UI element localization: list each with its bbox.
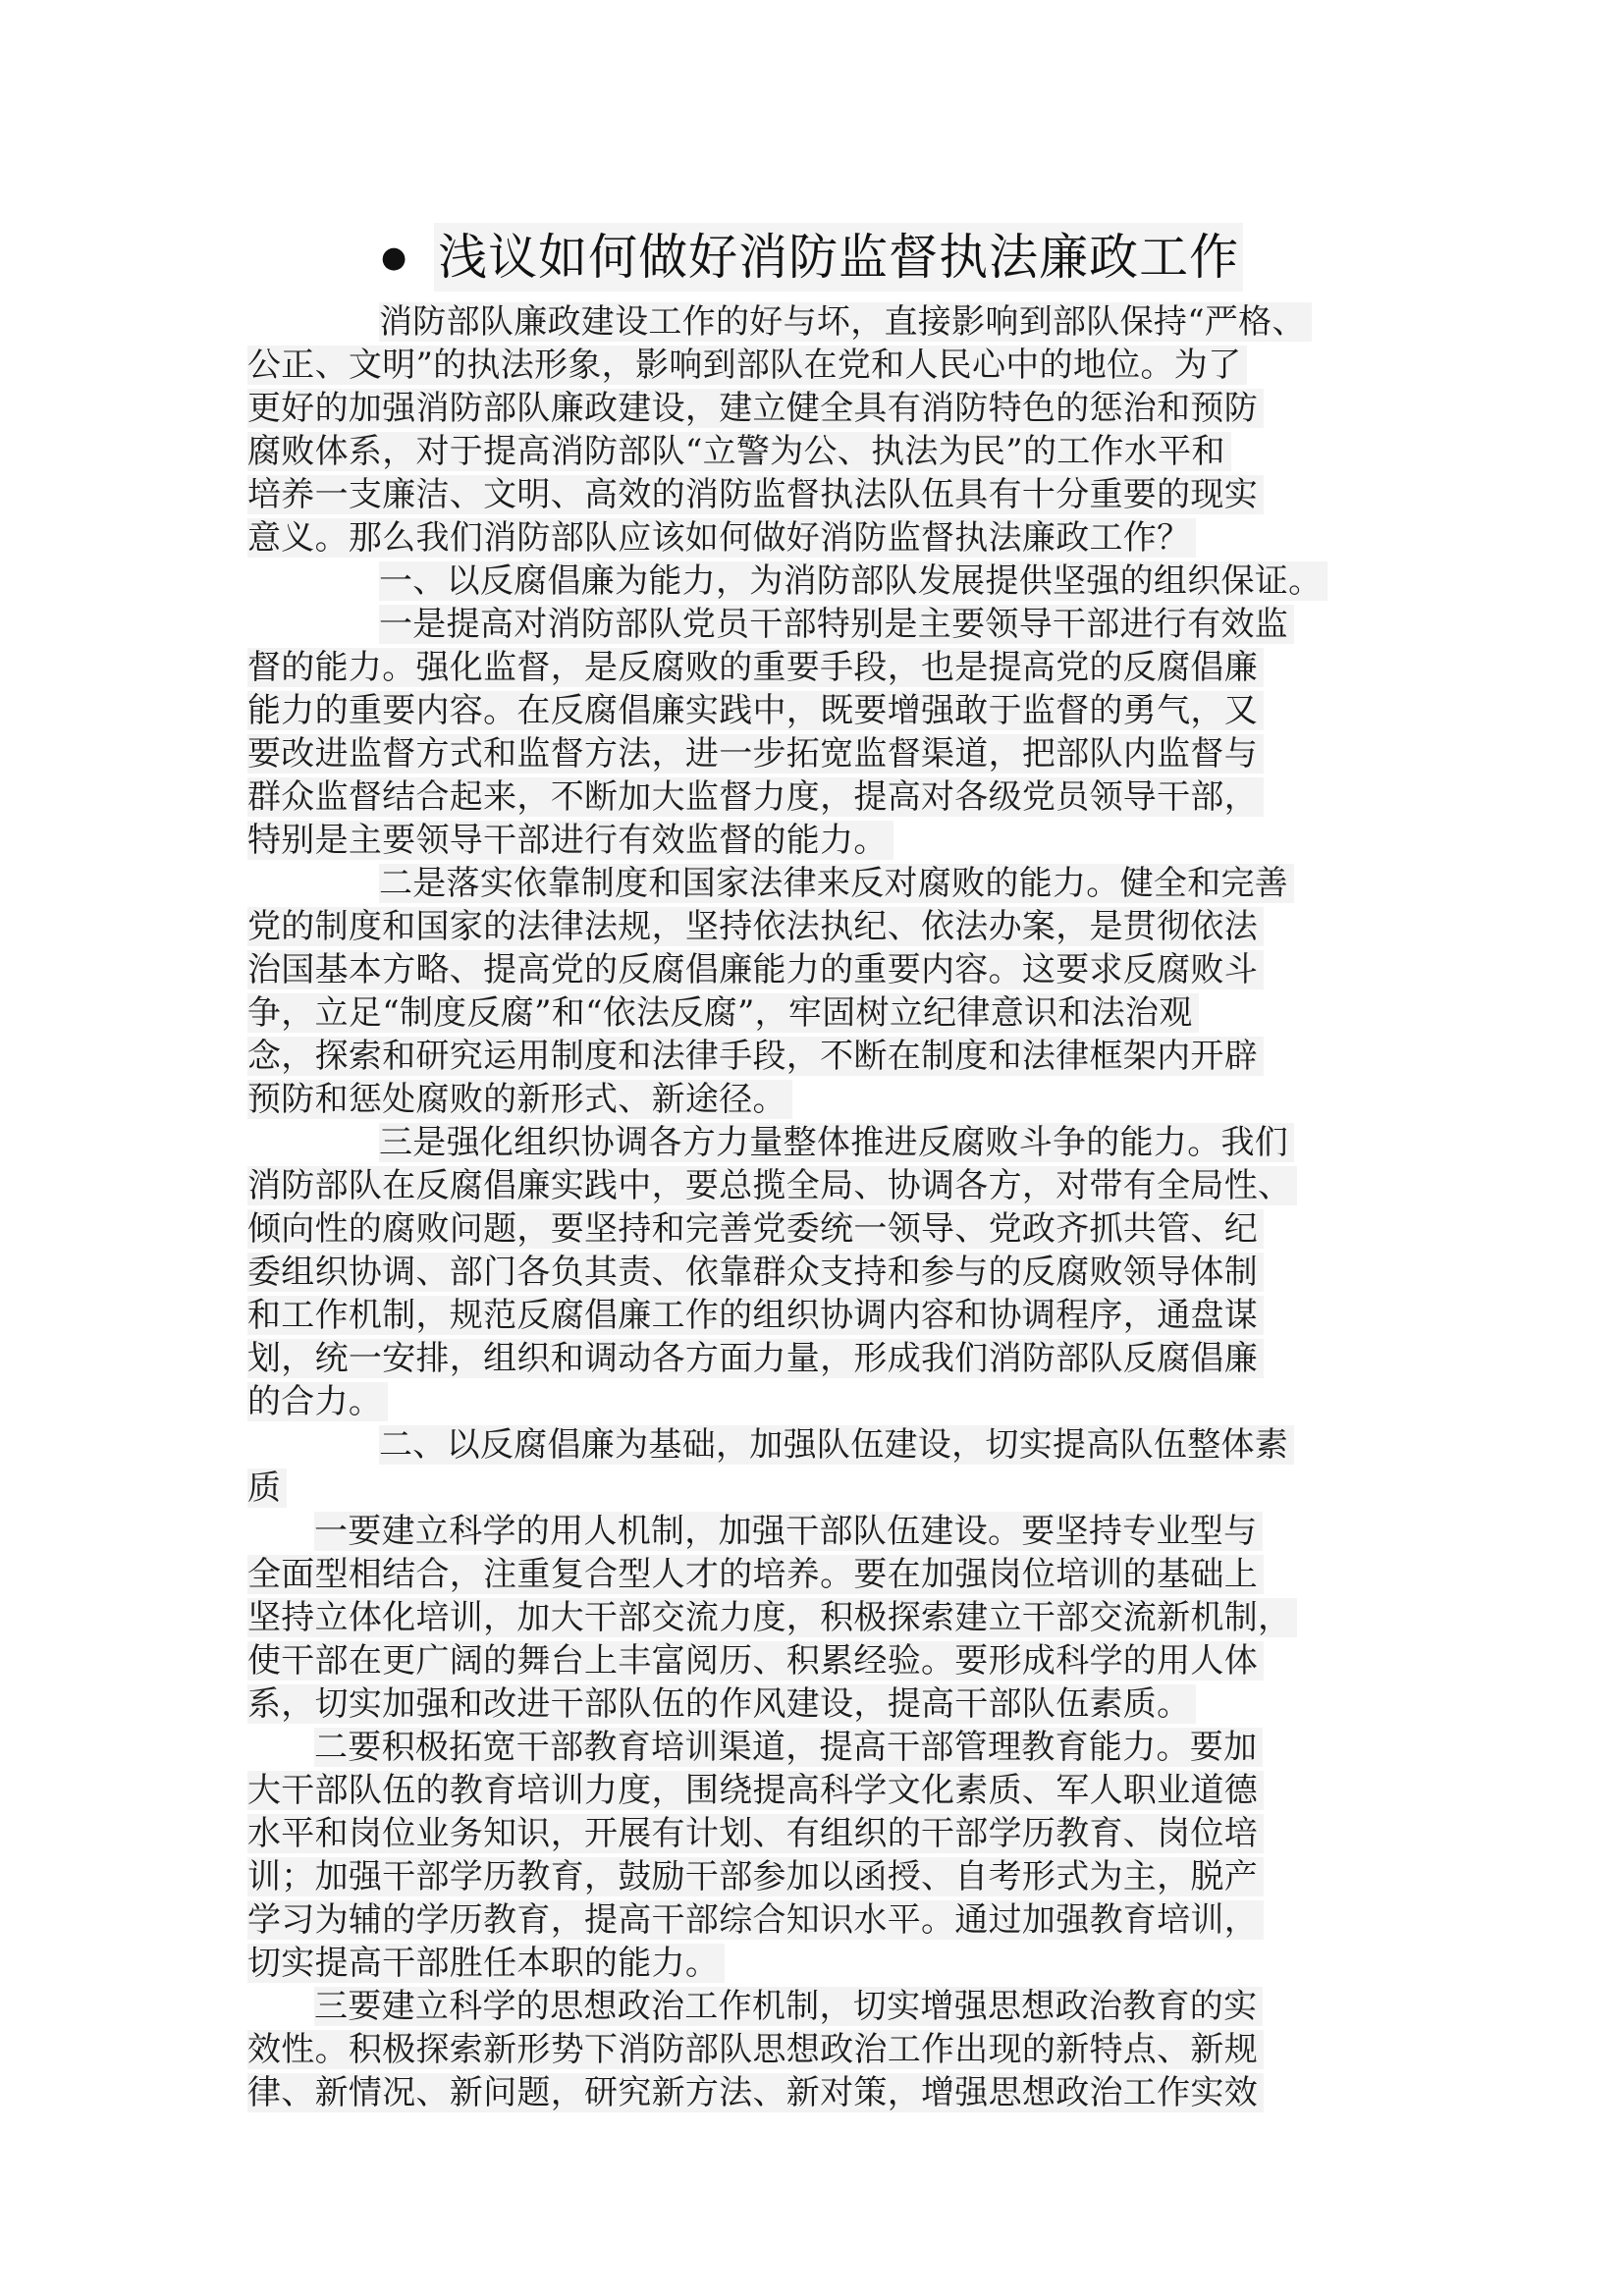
text-line	[247, 1553, 1406, 1596]
text-line-content: 治国基本方略、提高党的反腐倡廉能力的重要内容。这要求反腐败斗	[247, 950, 1264, 989]
text-line-content: 切实提高干部胜任本职的能力。	[247, 1944, 725, 1983]
text-line	[247, 560, 1406, 603]
text-line-content: 特别是主要领导干部进行有效监督的能力。	[247, 821, 893, 860]
text-line	[247, 1078, 1406, 1121]
text-line	[247, 344, 1406, 387]
text-line-content: 群众监督结合起来，不断加大监督力度，提高对各级党员领导干部，	[247, 777, 1264, 817]
text-line	[247, 732, 1406, 775]
text-line-content: 倾向性的腐败问题，要坚持和完善党委统一领导、党政齐抓共管、纪	[247, 1209, 1264, 1249]
text-line	[247, 1855, 1406, 1898]
bullet-icon: ●	[381, 240, 407, 275]
text-line	[247, 1467, 1406, 1510]
text-line	[247, 516, 1406, 560]
text-line-content: 意义。那么我们消防部队应该如何做好消防监督执法廉政工作？	[247, 518, 1196, 558]
text-line-content: 要改进监督方式和监督方法，进一步拓宽监督渠道，把部队内监督与	[247, 734, 1264, 774]
text-line	[247, 1035, 1406, 1078]
text-line	[247, 1812, 1406, 1855]
text-line-content: 三要建立科学的思想政治工作机制，切实增强思想政治教育的实	[314, 1987, 1263, 2026]
text-line	[247, 1985, 1406, 2028]
text-line	[247, 1251, 1406, 1294]
text-line	[247, 948, 1406, 991]
text-line-content: 和工作机制，规范反腐倡廉工作的组织协调内容和协调程序，通盘谋	[247, 1296, 1264, 1335]
text-line	[247, 1942, 1406, 1985]
text-line	[247, 646, 1406, 689]
text-line-content: 消防部队在反腐倡廉实践中，要总揽全局、协调各方，对带有全局性、	[247, 1166, 1297, 1205]
text-line	[247, 1726, 1406, 1769]
text-line	[247, 300, 1406, 344]
text-line-content: 腐败体系，对于提高消防部队“立警为公、执法为民”的工作水平和	[247, 432, 1231, 471]
text-line-content: 二是落实依靠制度和国家法律来反对腐败的能力。健全和完善	[379, 864, 1294, 903]
text-line-content: 大干部队伍的教育培训力度，围绕提高科学文化素质、军人职业道德	[247, 1771, 1264, 1810]
text-line	[247, 991, 1406, 1035]
text-line-content: 一要建立科学的用人机制，加强干部队伍建设。要坚持专业型与	[314, 1512, 1263, 1551]
text-line	[247, 1337, 1406, 1380]
text-line-content: 消防部队廉政建设工作的好与坏，直接影响到部队保持“严格、	[379, 302, 1312, 342]
text-line-content: 三是强化组织协调各方力量整体推进反腐败斗争的能力。我们	[379, 1123, 1294, 1162]
text-line	[247, 2071, 1406, 2114]
text-line	[247, 862, 1406, 905]
text-line-content: 二、以反腐倡廉为基础，加强队伍建设，切实提高队伍整体素	[379, 1425, 1294, 1465]
text-line	[247, 1207, 1406, 1251]
text-line	[247, 775, 1406, 819]
text-line	[247, 1164, 1406, 1207]
text-line	[247, 1294, 1406, 1337]
text-line-content: 更好的加强消防部队廉政建设，建立健全具有消防特色的惩治和预防	[247, 389, 1264, 428]
text-line-content: 党的制度和国家的法律法规，坚持依法执纪、依法办案，是贯彻依法	[247, 907, 1264, 946]
text-line-content: 坚持立体化培训，加大干部交流力度，积极探索建立干部交流新机制，	[247, 1598, 1297, 1637]
document-title: 浅议如何做好消防监督执法廉政工作	[434, 223, 1243, 292]
text-line	[247, 1510, 1406, 1553]
text-line	[247, 1639, 1406, 1682]
text-line-content: 二要积极拓宽干部教育培训渠道，提高干部管理教育能力。要加	[314, 1728, 1263, 1767]
text-line	[247, 1423, 1406, 1467]
text-line-content: 学习为辅的学历教育，提高干部综合知识水平。通过加强教育培训，	[247, 1900, 1264, 1940]
text-line-content: 一、以反腐倡廉为能力，为消防部队发展提供坚强的组织保证。	[379, 561, 1327, 601]
text-line-content: 预防和惩处腐败的新形式、新途径。	[247, 1080, 792, 1119]
text-line-content: 划，统一安排，组织和调动各方面力量，形成我们消防部队反腐倡廉	[247, 1339, 1264, 1378]
text-line-content: 念，探索和研究运用制度和法律手段，不断在制度和法律框架内开辟	[247, 1037, 1264, 1076]
text-line-content: 的合力。	[247, 1382, 388, 1421]
text-line	[247, 1380, 1406, 1423]
text-line	[247, 603, 1406, 646]
text-line	[247, 387, 1406, 430]
text-line	[247, 430, 1406, 473]
title-row	[373, 218, 1257, 296]
text-line	[247, 1682, 1406, 1726]
text-line-content: 督的能力。强化监督，是反腐败的重要手段，也是提高党的反腐倡廉	[247, 648, 1264, 687]
text-line-content: 质	[247, 1468, 287, 1508]
text-line-content: 训；加强干部学历教育，鼓励干部参加以函授、自考形式为主，脱产	[247, 1857, 1264, 1896]
text-line-content: 委组织协调、部门各负其责、依靠群众支持和参与的反腐败领导体制	[247, 1253, 1264, 1292]
document-body	[247, 300, 1406, 2114]
text-line-content: 水平和岗位业务知识，开展有计划、有组织的干部学历教育、岗位培	[247, 1814, 1264, 1853]
text-line	[247, 1769, 1406, 1812]
text-line-content: 能力的重要内容。在反腐倡廉实践中，既要增强敢于监督的勇气，又	[247, 691, 1264, 730]
text-line	[247, 905, 1406, 948]
text-line	[247, 1596, 1406, 1639]
text-line-content: 一是提高对消防部队党员干部特别是主要领导干部进行有效监	[379, 605, 1294, 644]
text-line-content: 系，切实加强和改进干部队伍的作风建设，提高干部队伍素质。	[247, 1684, 1196, 1724]
text-line-content: 律、新情况、新问题，研究新方法、新对策，增强思想政治工作实效	[247, 2073, 1264, 2112]
text-line	[247, 1121, 1406, 1164]
text-line	[247, 1898, 1406, 1942]
text-line	[247, 689, 1406, 732]
text-line	[247, 819, 1406, 862]
text-line-content: 培养一支廉洁、文明、高效的消防监督执法队伍具有十分重要的现实	[247, 475, 1264, 514]
text-line-content: 效性。积极探索新形势下消防部队思想政治工作出现的新特点、新规	[247, 2030, 1264, 2069]
text-line-content: 争，立足“制度反腐”和“依法反腐”，牢固树立纪律意识和法治观	[247, 993, 1199, 1033]
text-line-content: 使干部在更广阔的舞台上丰富阅历、积累经验。要形成科学的用人体	[247, 1641, 1264, 1681]
text-line-content: 公正、文明”的执法形象，影响到部队在党和人民心中的地位。为了	[247, 346, 1247, 385]
text-line	[247, 473, 1406, 516]
text-line	[247, 2028, 1406, 2071]
text-line-content: 全面型相结合，注重复合型人才的培养。要在加强岗位培训的基础上	[247, 1555, 1264, 1594]
